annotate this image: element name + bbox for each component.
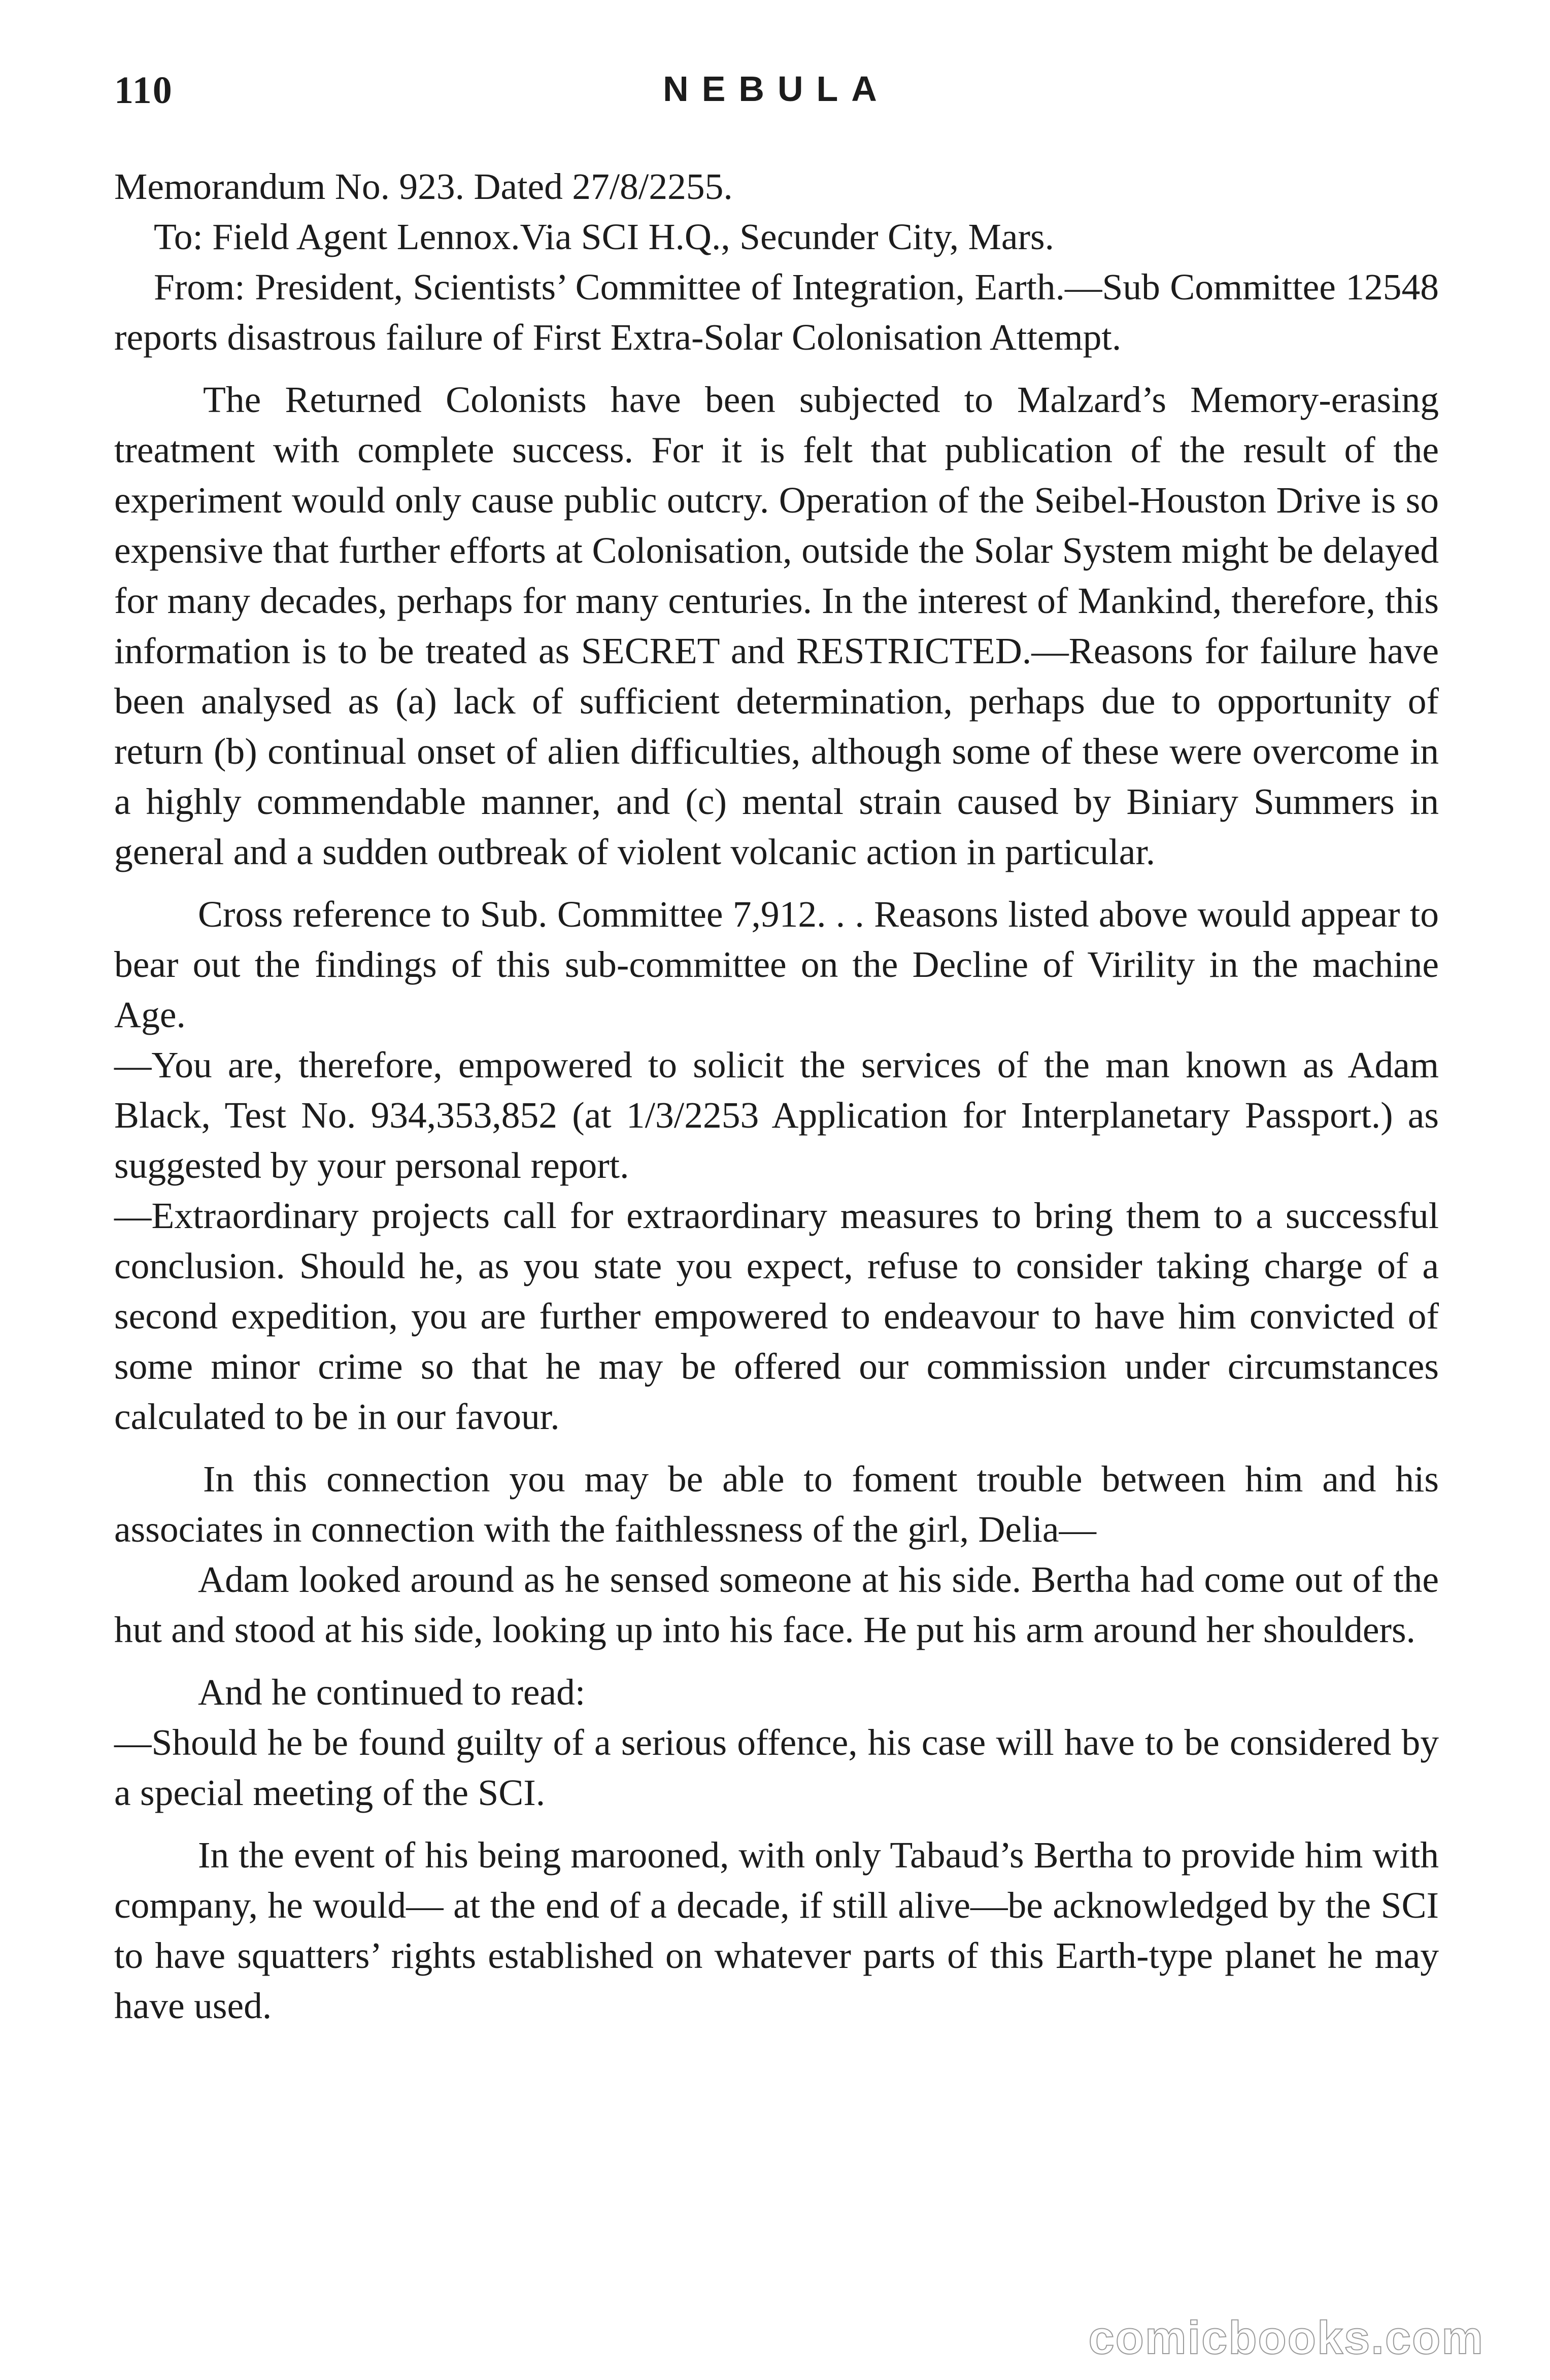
page-body [114, 161, 1439, 2031]
paragraph-adam-looked: Adam looked around as he sensed someone at his side. Bertha had come out of the hut and stood at his side, looking up into his face. He put his arm around her shoulders. [114, 1559, 1439, 1650]
watermark-text: comicbooks.com [1088, 2312, 1484, 2364]
page-header [114, 69, 1439, 119]
memo-to-line: To: Field Agent Lennox.Via SCI H.Q., Secunder City, Mars. [154, 216, 1054, 257]
memo-from-line: From: President, Scientists’ Committee of Integration, Earth.—Sub Committee 12548 reports disastrous failure of First Extra-Solar Colonisation Attempt. [114, 266, 1439, 358]
paragraph-returned-colonists: The Returned Colonists have been subjected to Malzard’s Memory-erasing treatment with complete success. For it is felt that publication of the result of the experiment would only cause public outcry. Operation of the Seibel-Houston Drive is so expensive that further efforts at Colonisation, outside the Solar System might be delayed for many decades, perhaps for many centuries. In the interest of Mankind, therefore, this information is to be treated as SECRET and RESTRICTED.—Reasons for failure have been analysed as (a) lack of sufficient determination, perhaps due to opportunity of return (b) continual onset of alien difficulties, although some of these were overcome in a highly commendable manner, and (c) mental strain caused by Biniary Summers in general and a sudden outbreak of violent volcanic action in particular. [114, 379, 1439, 872]
page-number: 110 [114, 69, 173, 112]
paragraph-empowered: —You are, therefore, empowered to solicit the services of the man known as Adam Black, Test No. 934,353,852 (at 1/3/2253 Application for Interplanetary Passport.) as suggested by your personal report. [114, 1044, 1439, 1186]
running-title: NEBULA [663, 69, 890, 109]
memo-number-line: Memorandum No. 923. Dated 27/8/2255. [114, 166, 733, 207]
paragraph-guilty: —Should he be found guilty of a serious offence, his case will have to be considered by a special meeting of the SCI. [114, 1722, 1439, 1813]
paragraph-connection: In this connection you may be able to foment trouble between him and his associates in connection with the faithlessness of the girl, Delia— [114, 1458, 1439, 1550]
paragraph-extraordinary-projects: —Extraordinary projects call for extraordinary measures to bring them to a successful conclusion. Should he, as you state you expect, refuse to consider taking charge of a second expedition, you are further empowered to endeavour to have him convicted of some minor crime so that he may be offered our commission under circumstances calculated to be in our favour. [114, 1195, 1439, 1437]
paragraph-continued: And he continued to read: [198, 1672, 586, 1713]
paragraph-cross-reference: Cross reference to Sub. Committee 7,912. . . Reasons listed above would appear to bear out the findings of this sub-committee on the Decline of Virility in the machine Age. [114, 894, 1439, 1035]
paragraph-marooned: In the event of his being marooned, with only Tabaud’s Bertha to provide him with company, he would— at the end of a decade, if still alive—be acknowledged by the SCI to have squatters’ rights established on whatever parts of this Earth-type planet he may have used. [114, 1834, 1439, 2026]
